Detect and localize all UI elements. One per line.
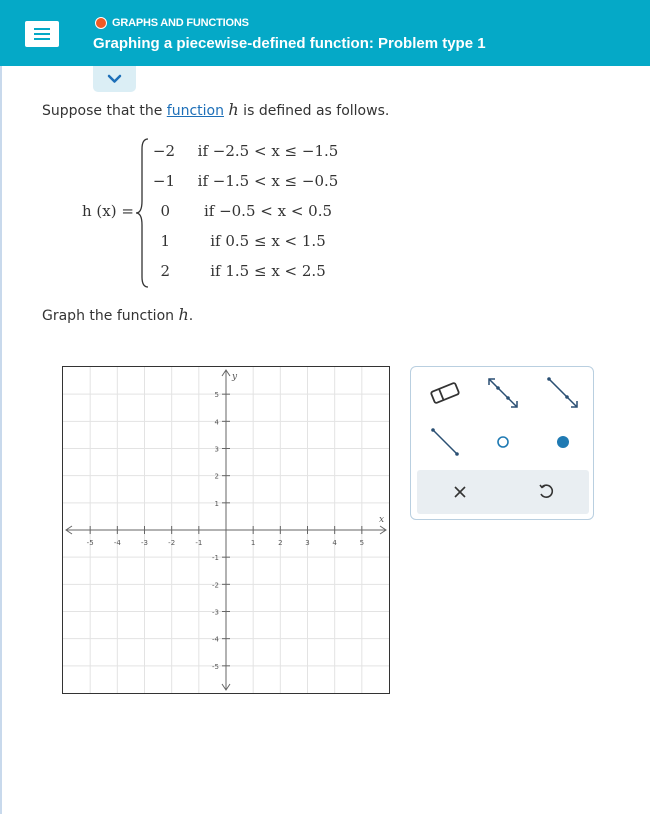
problem-title: Graphing a piecewise-defined function: Problem type 1 — [93, 35, 486, 52]
x-ticks — [87, 526, 364, 547]
x-tick-label: -5 — [86, 539, 94, 547]
topic-label: GRAPHS AND FUNCTIONS — [112, 17, 249, 29]
y-tick-label: 5 — [214, 391, 219, 400]
y-ticks — [212, 391, 230, 671]
open-point-tool-button[interactable] — [481, 422, 525, 462]
menu-button[interactable] — [25, 21, 59, 47]
piece-value: 2 — [160, 262, 170, 280]
chevron-down-icon — [107, 74, 122, 84]
ray-icon — [545, 376, 581, 410]
instruction-text-end: . — [188, 308, 194, 324]
problem-statement — [42, 100, 389, 119]
expand-toggle-button[interactable] — [93, 66, 136, 92]
segment-icon — [427, 425, 463, 459]
topic-status-icon — [95, 17, 107, 29]
x-tick-label: -3 — [141, 539, 148, 547]
piece-value: −1 — [152, 172, 175, 190]
page-left-border — [0, 66, 2, 814]
topic-row — [95, 16, 249, 30]
closed-circle-icon — [553, 432, 573, 452]
graph-tool-palette — [410, 366, 594, 520]
function-definition-link[interactable]: function — [166, 103, 224, 119]
piece-value: −2 — [152, 142, 175, 160]
coordinate-graph[interactable] — [62, 366, 390, 694]
segment-tool-button[interactable] — [423, 422, 467, 462]
y-tick-label: -4 — [212, 635, 219, 644]
hamburger-icon-bar — [34, 28, 50, 30]
line-icon — [485, 376, 521, 410]
piece-condition: if −2.5 < x ≤ −1.5 — [197, 142, 339, 160]
y-tick-label: -3 — [212, 608, 219, 617]
undo-button[interactable] — [503, 470, 589, 514]
y-tick-label: 2 — [214, 472, 219, 481]
x-tick-label: -2 — [168, 539, 176, 547]
x-tick-label: 3 — [305, 539, 310, 547]
function-variable: h — [228, 100, 239, 119]
y-tick-label: -2 — [212, 581, 219, 590]
axes — [66, 370, 386, 690]
piece-value: 0 — [160, 202, 170, 220]
x-axis-label: x — [379, 515, 385, 525]
x-tick-label: -4 — [113, 539, 121, 547]
hamburger-icon-bar — [34, 33, 50, 35]
graph-action-bar — [417, 470, 589, 514]
line-tool-button[interactable] — [481, 373, 525, 413]
x-tick-label: 4 — [332, 539, 337, 547]
y-tick-label: -1 — [212, 554, 219, 563]
open-circle-icon — [493, 432, 513, 452]
ray-tool-button[interactable] — [541, 373, 585, 413]
x-tick-label: 2 — [278, 539, 283, 547]
top-header — [0, 0, 650, 66]
piece-condition: if −0.5 < x < 0.5 — [203, 202, 333, 220]
y-tick-label: 4 — [214, 418, 219, 427]
x-tick-label: -1 — [195, 539, 203, 547]
close-icon — [452, 484, 468, 500]
y-axis-label: y — [232, 372, 238, 382]
piece-value: 1 — [160, 232, 170, 250]
instruction-text: Graph the function — [42, 308, 179, 324]
statement-text-end: is defined as follows. — [238, 103, 390, 119]
eraser-tool-button[interactable] — [423, 373, 467, 413]
piece-condition: if −1.5 < x ≤ −0.5 — [197, 172, 339, 190]
y-tick-label: 3 — [214, 445, 219, 454]
graph-instruction — [42, 305, 193, 324]
eraser-icon — [428, 381, 462, 405]
statement-text: Suppose that the — [42, 103, 167, 119]
undo-icon — [537, 483, 555, 501]
piece-condition: if 0.5 ≤ x < 1.5 — [210, 232, 326, 250]
y-tick-label: -5 — [212, 662, 219, 671]
hamburger-icon-bar — [34, 38, 50, 40]
function-lhs: h (x) = — [82, 202, 134, 220]
graph-canvas[interactable] — [63, 367, 389, 693]
closed-point-tool-button[interactable] — [541, 422, 585, 462]
piece-condition: if 1.5 ≤ x < 2.5 — [210, 262, 326, 280]
function-variable: h — [178, 305, 189, 324]
x-tick-label: 1 — [250, 539, 256, 547]
clear-button[interactable] — [417, 470, 503, 514]
y-tick-label: 1 — [214, 499, 219, 508]
x-tick-label: 5 — [359, 539, 365, 547]
